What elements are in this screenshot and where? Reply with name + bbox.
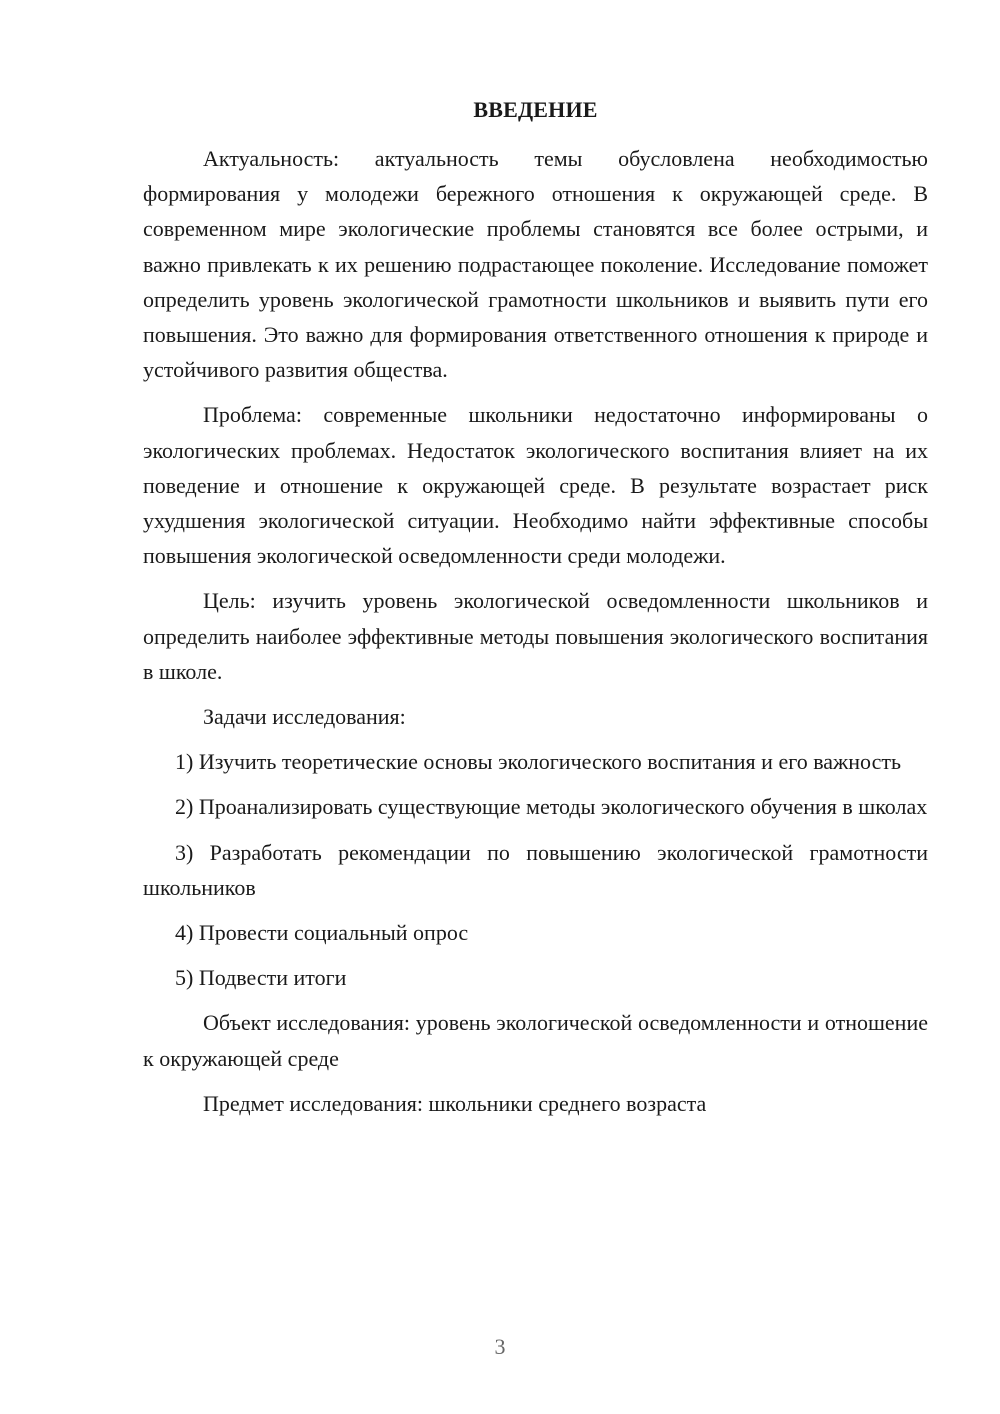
- problem-paragraph: Проблема: современные школьники недостаточно информированы о экологических проблемах. Недостаток экологического воспитания влияет на их поведение и отношение к окружающей среде. В результате возрастает риск ухудшения экологической ситуации. Необходимо найти эффективные способы повышения экологической осведомленности среди молодежи.: [143, 402, 928, 569]
- research-subject-paragraph: Предмет исследования: школьники среднего возраста: [203, 1090, 707, 1116]
- research-object-paragraph: Объект исследования: уровень экологической осведомленности и отношение к окружающей среде: [143, 1010, 928, 1071]
- tasks-heading: Задачи исследования:: [203, 704, 406, 730]
- document-page: [143, 92, 928, 1121]
- relevance-paragraph: Актуальность: актуальность темы обусловлена необходимостью формирования у молодежи бережного отношения к окружающей среде. В современном мире экологические проблемы становятся все более острыми, и важно привлекать к их решению подрастающее поколение. Исследование поможет определить уровень экологической грамотности школьников и выявить пути его повышения. Это важно для формирования ответственного отношения к природе и устойчивого развития общества.: [143, 146, 928, 383]
- goal-paragraph: Цель: изучить уровень экологической осведомленности школьников и определить наиболее эффективные методы повышения экологического воспитания в школе.: [143, 588, 928, 684]
- task-item: 1) Изучить теоретические основы экологического воспитания и его важность: [175, 749, 901, 775]
- task-item: 3) Разработать рекомендации по повышению экологической грамотности школьников: [143, 839, 928, 900]
- task-item: 4) Провести социальный опрос: [175, 920, 469, 946]
- section-title: ВВЕДЕНИЕ: [473, 97, 598, 122]
- page-number: 3: [494, 1334, 506, 1359]
- task-item: 5) Подвести итоги: [175, 965, 347, 991]
- task-item: 2) Проанализировать существующие методы экологического обучения в школах: [175, 794, 928, 820]
